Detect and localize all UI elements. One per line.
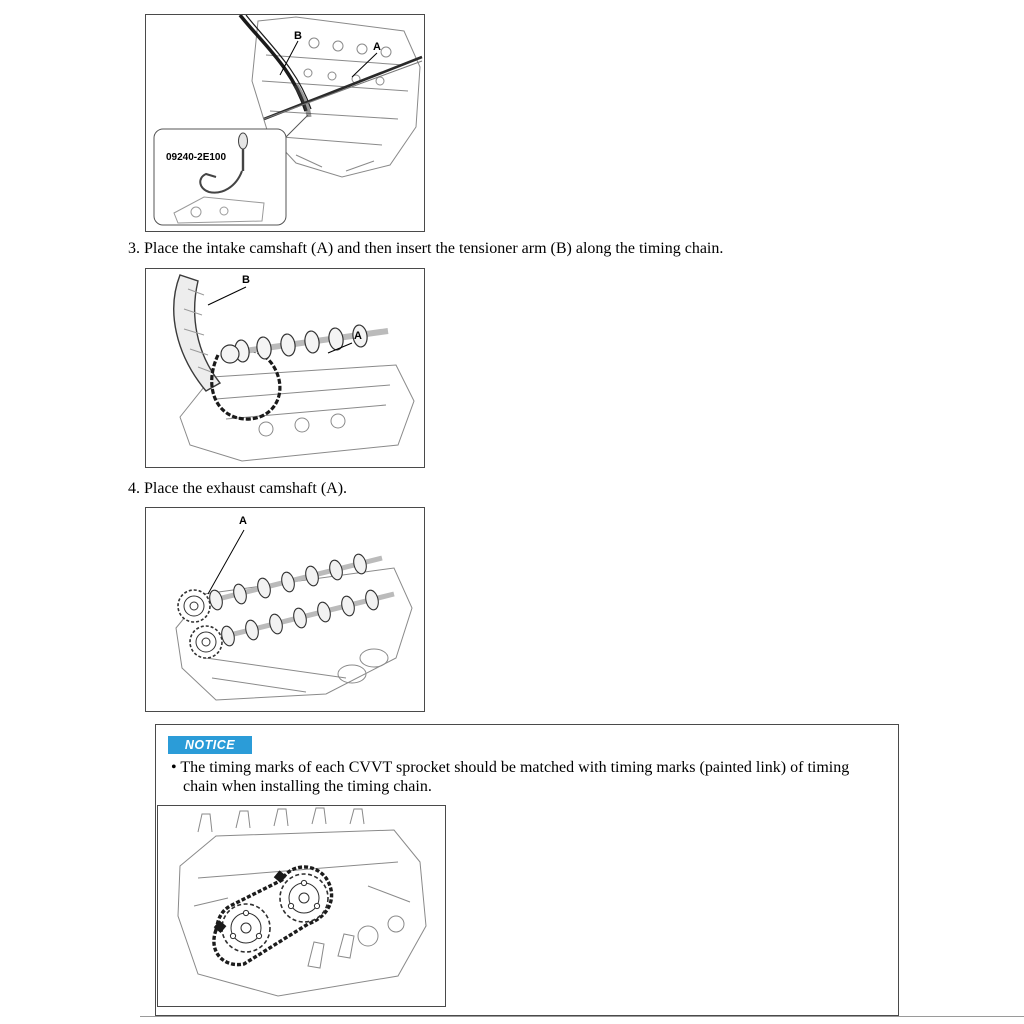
notice-bullet-text: The timing marks of each CVVT sprocket should be matched with timing marks (painted link) of timing chain when installing the timing chain. (180, 759, 850, 795)
step-4-body: Place the exhaust camshaft (A). (144, 480, 348, 497)
notice-bullet-item (171, 758, 887, 796)
step-3-number: 3. (128, 240, 140, 257)
callout-label-a: A (239, 515, 247, 527)
callout-label-a: A (373, 41, 381, 53)
figure-intake-camshaft (145, 268, 425, 468)
tool-number-label: 09240-2E100 (166, 152, 227, 163)
engine-illustration-tool (146, 15, 426, 233)
figure-exhaust-camshaft (145, 507, 425, 712)
callout-label-b: B (242, 274, 250, 286)
figure-timing-marks (157, 805, 446, 1007)
notice-box (155, 724, 899, 1016)
engine-illustration-exhaust (146, 508, 426, 713)
figure-tensioner-tool (145, 14, 425, 232)
bullet-marker: • (171, 759, 177, 776)
step-3-body: Place the intake camshaft (A) and then insert the tensioner arm (B) along the timing chain. (144, 240, 724, 257)
engine-illustration-timing-marks (158, 806, 446, 1008)
step-4-text (128, 479, 347, 498)
step-4-number: 4. (128, 480, 140, 497)
callout-label-b: B (294, 30, 302, 42)
notice-badge: NOTICE (168, 736, 252, 754)
engine-illustration-intake (146, 269, 426, 469)
step-3-text (128, 239, 723, 258)
callout-label-a: A (354, 330, 362, 342)
section-divider (140, 1016, 1024, 1017)
